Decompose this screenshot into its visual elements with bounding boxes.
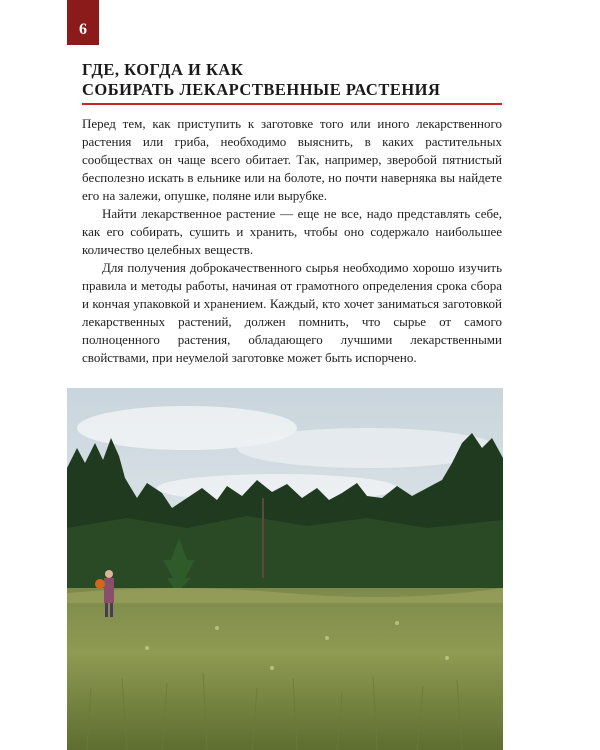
paragraph-2: Найти лекарственное растение — еще не все, надо представлять себе, как его собирать, сушить и хранить, чтобы оно содержало наибольшее количество целебных веществ.: [82, 206, 502, 257]
body-text: [82, 115, 502, 367]
heading-line-2: СОБИРАТЬ ЛЕКАРСТВЕННЫЕ РАСТЕНИЯ: [82, 80, 441, 99]
heading-underline: [82, 103, 502, 105]
meadow-photo: [67, 388, 503, 750]
paragraph-1: Перед тем, как приступить к заготовке того или иного лекарственного растения или гриба, необходимо выяснить, в каких растительных сообществах он чаще всего обитает. Так, например, зверобой пятнистый бесполезно искать в ельнике или на болоте, но почти наверняка вы найдете его на залежи, опушке, поляне или вырубке.: [82, 116, 502, 203]
section-heading: [82, 60, 502, 100]
page-number: 6: [67, 0, 99, 45]
heading-line-1: ГДЕ, КОГДА И КАК: [82, 60, 244, 79]
paragraph-3: Для получения доброкачественного сырья необходимо хорошо изучить правила и методы работы, начиная от грамотного определения срока сбора и кончая упаковкой и хранением. Каждый, кто хочет заниматься заготовкой лекарственных растений, должен помнить, что сырье от самого полноценного растения, обладающего лучшими лекарственными свойствами, при неумелой заготовке может быть испорчено.: [82, 260, 502, 365]
